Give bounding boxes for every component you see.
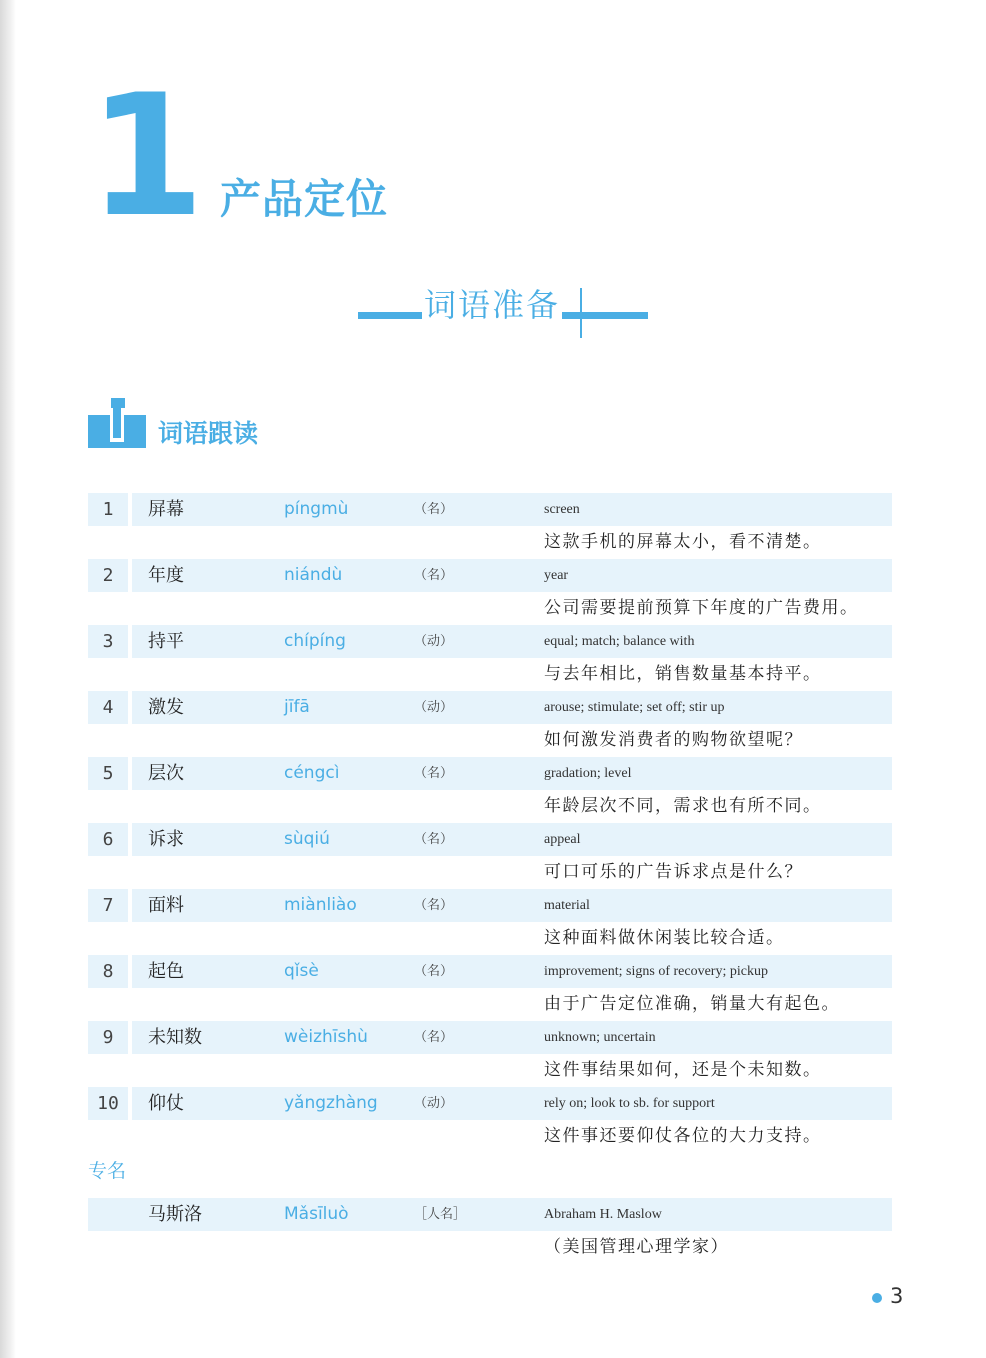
vocab-number: 5 [88, 757, 132, 790]
vocab-pinyin: qǐsè [284, 961, 319, 981]
proper-name-word: 马斯洛 [148, 1204, 202, 1225]
vocab-english: appeal [544, 832, 581, 847]
vocab-row [88, 493, 892, 526]
vocabulary-list [88, 493, 892, 1153]
vocab-word: 起色 [148, 961, 184, 982]
proper-name-row [88, 1198, 892, 1231]
vocab-pinyin: céngcì [284, 763, 340, 783]
vocab-row [88, 625, 892, 658]
vocab-word: 诉求 [148, 829, 184, 850]
vocab-number: 4 [88, 691, 132, 724]
vocab-entry [88, 559, 892, 625]
vocab-entry [88, 493, 892, 559]
vocab-word: 持平 [148, 631, 184, 652]
chapter-title: 产品定位 [220, 175, 388, 223]
section-title: 词语准备 [422, 280, 562, 326]
vocab-example-sentence: 可口可乐的广告诉求点是什么？ [544, 862, 803, 882]
vocab-example-sentence: 与去年相比，销售数量基本持平。 [544, 664, 822, 684]
page-number: 3 [890, 1284, 904, 1308]
subsection-title: 词语跟读 [158, 419, 259, 448]
vocab-pinyin: jīfā [284, 697, 310, 717]
vocab-part-of-speech: （动） [414, 700, 454, 715]
vocab-number: 1 [88, 493, 132, 526]
vocab-english: arouse; stimulate; set off; stir up [544, 700, 725, 715]
proper-name-type: ［人名］ [414, 1207, 467, 1222]
vocab-row [88, 955, 892, 988]
page-number-dot [872, 1293, 882, 1303]
page-gutter-shadow [0, 0, 16, 1358]
vocab-entry [88, 1021, 892, 1087]
vocab-example-sentence: 这款手机的屏幕太小，看不清楚。 [544, 532, 822, 552]
vocab-part-of-speech: （名） [414, 502, 454, 517]
vocab-row [88, 559, 892, 592]
vocab-row [88, 1021, 892, 1054]
vocab-number: 10 [88, 1087, 132, 1120]
vocab-part-of-speech: （动） [414, 634, 454, 649]
vocab-word: 屏幕 [148, 499, 184, 520]
vocab-part-of-speech: （名） [414, 568, 454, 583]
vocab-english: gradation; level [544, 766, 632, 781]
vocab-example-sentence: 这件事结果如何，还是个未知数。 [544, 1060, 822, 1080]
vocab-entry [88, 1087, 892, 1153]
vocab-example-sentence: 这种面料做休闲装比较合适。 [544, 928, 785, 948]
vocab-row [88, 757, 892, 790]
vocab-pinyin: yǎngzhàng [284, 1093, 378, 1113]
proper-name-english: Abraham H. Maslow [544, 1207, 662, 1222]
vocab-word: 层次 [148, 763, 184, 784]
vocab-word: 未知数 [148, 1027, 202, 1048]
section-tick-mark [580, 288, 582, 338]
vocab-example-sentence: 如何激发消费者的购物欲望呢？ [544, 730, 803, 750]
vocab-english: screen [544, 502, 580, 517]
vocab-row [88, 691, 892, 724]
vocab-english: unknown; uncertain [544, 1030, 656, 1045]
proper-names-heading: 专名 [88, 1160, 127, 1182]
vocab-part-of-speech: （动） [414, 1096, 454, 1111]
vocab-number: 2 [88, 559, 132, 592]
vocab-number: 6 [88, 823, 132, 856]
vocab-english: material [544, 898, 590, 913]
vocab-entry [88, 823, 892, 889]
vocab-english: year [544, 568, 569, 583]
vocab-row [88, 1087, 892, 1120]
subsection-icon-cap [111, 398, 125, 408]
proper-name-pinyin: Mǎsīluò [284, 1204, 349, 1224]
vocab-word: 面料 [148, 895, 184, 916]
vocab-pinyin: chípíng [284, 631, 346, 651]
vocab-part-of-speech: （名） [414, 766, 454, 781]
vocab-english: rely on; look to sb. for support [544, 1096, 715, 1111]
vocab-example-sentence: 由于广告定位准确，销量大有起色。 [544, 994, 840, 1014]
vocab-pinyin: niándù [284, 565, 343, 585]
vocab-part-of-speech: （名） [414, 832, 454, 847]
vocab-entry [88, 625, 892, 691]
vocab-number: 7 [88, 889, 132, 922]
vocab-example-sentence: 年龄层次不同，需求也有所不同。 [544, 796, 822, 816]
vocab-entry [88, 757, 892, 823]
vocab-number: 8 [88, 955, 132, 988]
vocab-entry [88, 955, 892, 1021]
vocab-pinyin: miànliào [284, 895, 357, 915]
vocab-number: 3 [88, 625, 132, 658]
vocab-word: 激发 [148, 697, 184, 718]
vocab-pinyin: wèizhīshù [284, 1027, 368, 1047]
subsection-icon-stem [113, 408, 121, 438]
vocab-number: 9 [88, 1021, 132, 1054]
vocab-pinyin: píngmù [284, 499, 349, 519]
section-heading [358, 280, 650, 340]
vocab-part-of-speech: （名） [414, 898, 454, 913]
vocab-part-of-speech: （名） [414, 1030, 454, 1045]
vocab-pinyin: sùqiú [284, 829, 330, 849]
proper-name-entry [88, 1198, 892, 1264]
vocab-row [88, 823, 892, 856]
subsection-icon [88, 398, 146, 448]
vocab-entry [88, 691, 892, 757]
vocab-word: 年度 [148, 565, 184, 586]
vocab-example-sentence: 这件事还要仰仗各位的大力支持。 [544, 1126, 822, 1146]
proper-name-note: （美国管理心理学家） [544, 1237, 729, 1257]
vocab-english: improvement; signs of recovery; pickup [544, 964, 768, 979]
vocab-word: 仰仗 [148, 1093, 184, 1114]
vocab-entry [88, 889, 892, 955]
vocab-english: equal; match; balance with [544, 634, 695, 649]
vocab-row [88, 889, 892, 922]
vocab-example-sentence: 公司需要提前预算下年度的广告费用。 [544, 598, 859, 618]
vocab-part-of-speech: （名） [414, 964, 454, 979]
chapter-number: 1 [88, 58, 201, 254]
